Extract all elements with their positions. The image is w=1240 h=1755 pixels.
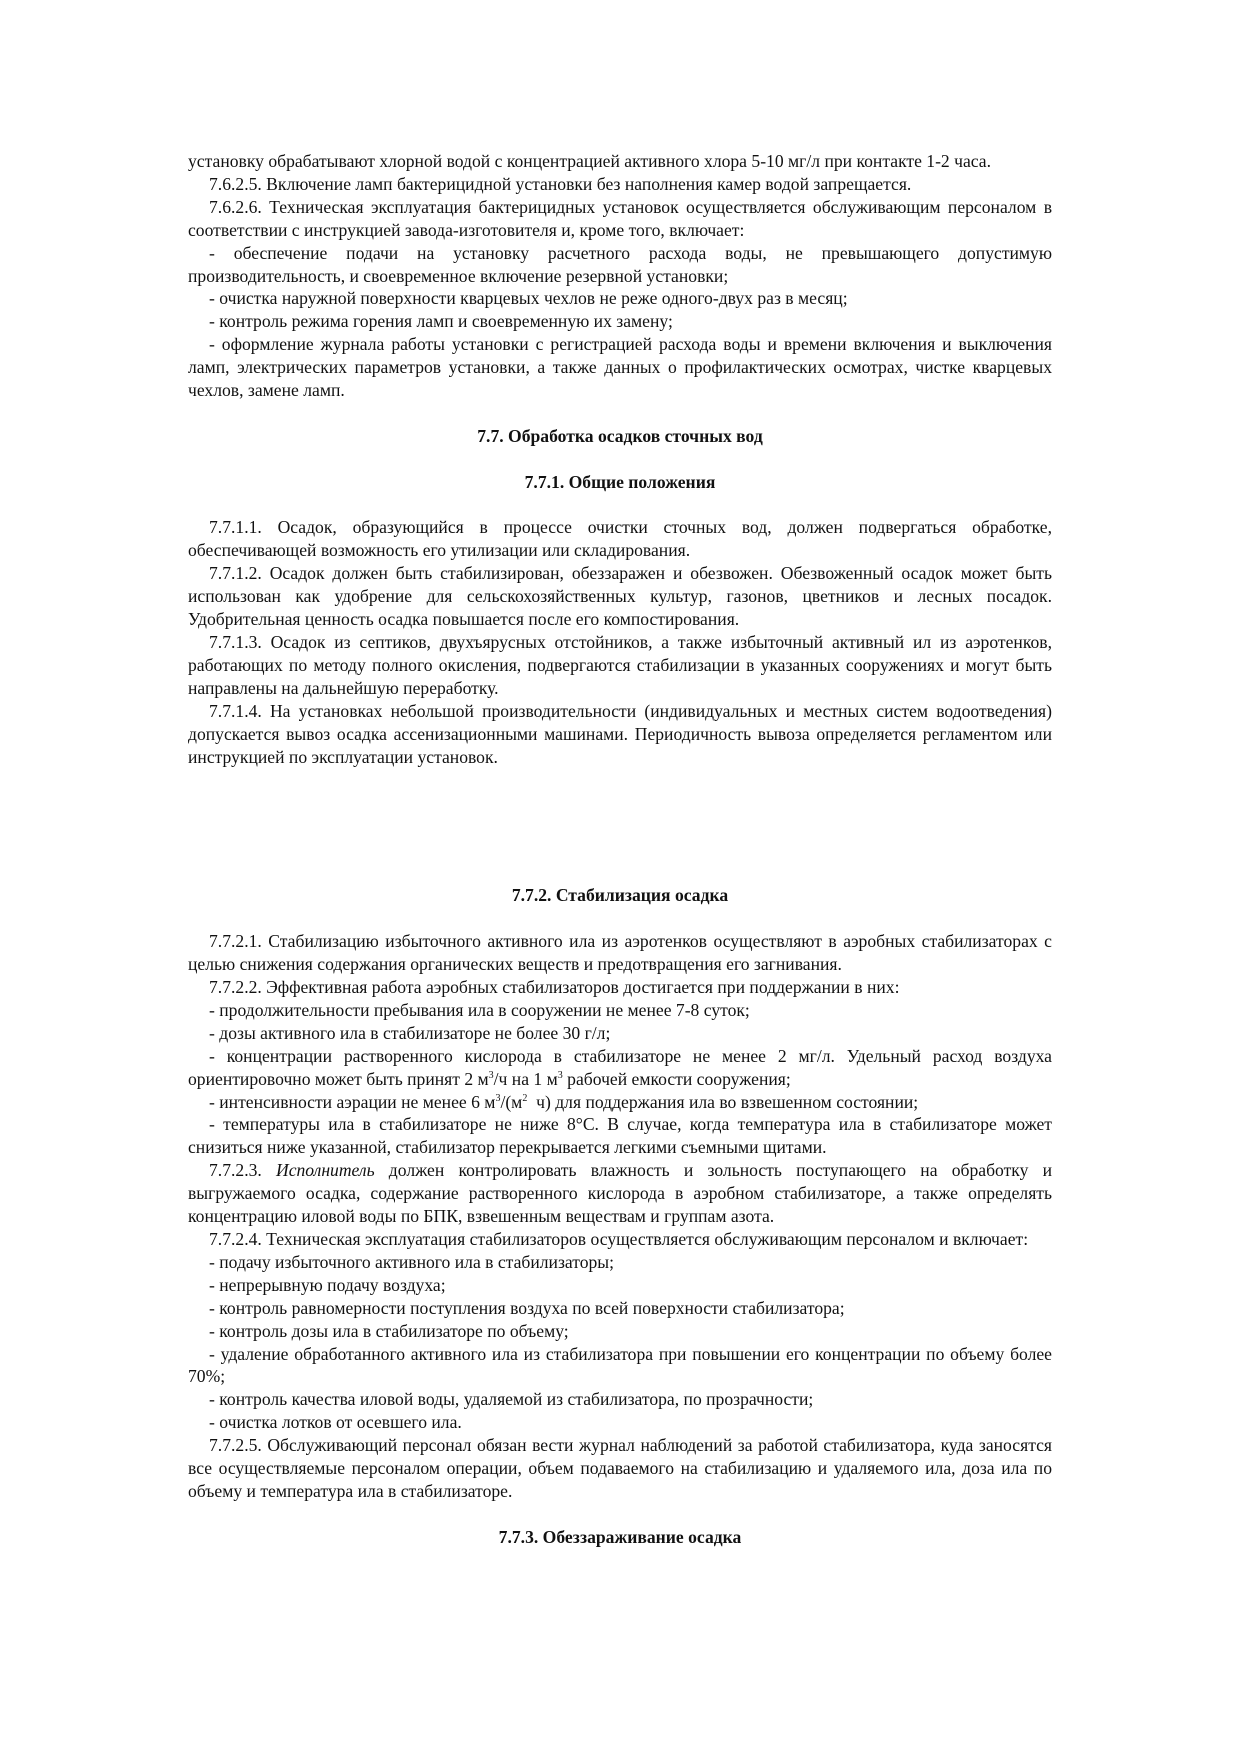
list-item: - контроль режима горения ламп и своевременную их замену; xyxy=(209,311,673,332)
italic-term: Исполнитель xyxy=(275,1160,375,1181)
list-item: - дозы активного ила в стабилизаторе не более 30 г/л; xyxy=(209,1022,611,1043)
list-item: - очистка лотков от осевшего ила. xyxy=(209,1412,462,1433)
subsection-heading: 7.7.1. Общие положения xyxy=(524,471,716,492)
list-item: - контроль качества иловой воды, удаляемой из стабилизатора, по прозрачности; xyxy=(209,1389,814,1410)
list-item: - непрерывную подачу воздуха; xyxy=(209,1274,446,1295)
paragraph: 7.7.1.2. Осадок должен быть стабилизирован, обеззаражен и обезвожен. Обезвоженный осадок может быть использован как удобрение для сельскохозяйственных культур, газонов, цветников и лесных посадок. Удобрительная ценность осадка повышается после его компостирования. xyxy=(188,563,1052,630)
list-item xyxy=(188,1045,1052,1091)
list-item: - подачу избыточного активного ила в стабилизаторы; xyxy=(209,1251,615,1272)
superscript: 3 xyxy=(488,1069,494,1081)
subsection-heading: 7.7.2. Стабилизация осадка xyxy=(511,885,729,906)
superscript: 2 xyxy=(522,1092,528,1104)
paragraph: 7.7.1.4. На установках небольшой производительности (индивидуальных и местных систем водоотведения) допускается вывоз осадка ассенизационными машинами. Периодичность вывоза определяется регламентом или инструкцией по эксплуатации установок. xyxy=(188,700,1052,767)
superscript: 3 xyxy=(557,1069,563,1081)
paragraph: 7.6.2.5. Включение ламп бактерицидной установки без наполнения камер водой запрещается. xyxy=(209,173,912,194)
paragraph: 7.6.2.6. Техническая эксплуатация бактерицидных установок осуществляется обслуживающим персоналом в соответствии с инструкцией завода-изготовителя и, кроме того, включает: xyxy=(188,196,1052,240)
list-item xyxy=(188,1091,1052,1114)
subsection-heading: 7.7.3. Обеззараживание осадка xyxy=(498,1526,742,1547)
text: 7.7.2.3. xyxy=(209,1160,276,1181)
list-item: - удаление обработанного активного ила из стабилизатора при повышении его концентрации по объему более 70%; xyxy=(188,1343,1052,1387)
paragraph: 7.7.2.4. Техническая эксплуатация стабилизаторов осуществляется обслуживающим персоналом и включает: xyxy=(209,1229,1029,1249)
text: должен контролировать влажность и зольность поступающего на обработку и выгружаемого осадка, содержание растворенного кислорода в аэробном стабилизаторе, а также определять концентрацию иловой воды по БПК, взвешенным веществам и группам азота. xyxy=(188,1160,1052,1227)
paragraph: 7.7.2.2. Эффективная работа аэробных стабилизаторов достигается при поддержании в них: xyxy=(209,977,900,998)
text: рабочей емкости сооружения; xyxy=(562,1068,791,1089)
text: /ч на 1 м xyxy=(493,1068,558,1089)
list-item: - очистка наружной поверхности кварцевых чехлов не реже одного-двух раз в месяц; xyxy=(209,288,848,309)
text: - концентрации растворенного кислорода в стабилизаторе не менее 2 мг/л. Удельный расход воздуха ориентировочно может быть принят 2 м xyxy=(188,1045,1052,1089)
paragraph: установку обрабатывают хлорной водой с концентрацией активного хлора 5-10 мг/л при контакте 1-2 часа. xyxy=(188,151,992,171)
list-item: - оформление журнала работы установки с регистрацией расхода воды и времени включения и выключения ламп, электрических параметров установки, а также данных о профилактических осмотрах, чистке кварцевых чехлов, замене ламп. xyxy=(188,334,1052,401)
list-item: - контроль равномерности поступления воздуха по всей поверхности стабилизатора; xyxy=(209,1297,845,1318)
list-item: - обеспечение подачи на установку расчетного расхода воды, не превышающего допустимую производительность, и своевременное включение резервной установки; xyxy=(188,242,1052,286)
document-page xyxy=(188,150,1052,1549)
text: ч) для поддержания ила во взвешенном состоянии; xyxy=(527,1091,919,1112)
section-heading: 7.7. Обработка осадков сточных вод xyxy=(477,425,763,446)
paragraph: 7.7.2.1. Стабилизацию избыточного активного ила из аэротенков осуществляют в аэробных стабилизаторах с целью снижения содержания органических веществ и предотвращения его загнивания. xyxy=(188,931,1052,975)
text: /(м xyxy=(500,1091,523,1112)
paragraph: 7.7.1.3. Осадок из септиков, двухъярусных отстойников, а также избыточный активный ил из аэротенков, работающих по методу полного окисления, подвергаются стабилизации в указанных сооружениях и могут быть направлены на дальнейшую переработку. xyxy=(188,631,1052,698)
list-item: - контроль дозы ила в стабилизаторе по объему; xyxy=(209,1320,569,1341)
superscript: 3 xyxy=(495,1092,501,1104)
paragraph xyxy=(188,1159,1052,1228)
list-item: - температуры ила в стабилизаторе не ниже 8°C. В случае, когда температура ила в стабилизаторе может снизиться ниже указанной, стабилизатор перекрывается легкими съемными щитами. xyxy=(188,1114,1052,1158)
list-item: - продолжительности пребывания ила в сооружении не менее 7-8 суток; xyxy=(209,999,750,1020)
paragraph: 7.7.1.1. Осадок, образующийся в процессе очистки сточных вод, должен подвергаться обработке, обеспечивающей возможность его утилизации или складирования. xyxy=(188,517,1052,561)
text: - интенсивности аэрации не менее 6 м xyxy=(209,1091,496,1112)
paragraph: 7.7.2.5. Обслуживающий персонал обязан вести журнал наблюдений за работой стабилизатора, куда заносятся все осуществляемые персоналом операции, объем подаваемого на стабилизацию и удаляемого ила, доза ила по объему и температура ила в стабилизаторе. xyxy=(188,1435,1052,1501)
